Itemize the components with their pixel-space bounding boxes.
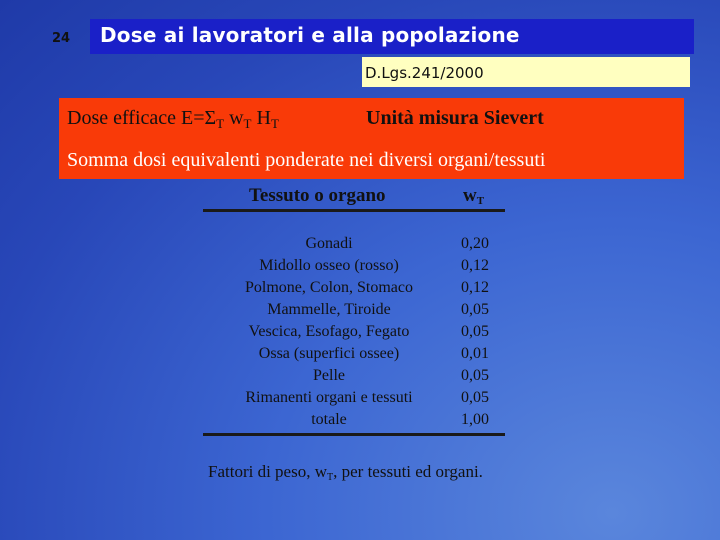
table-row (203, 387, 505, 409)
organ-cell: Midollo osseo (rosso) (259, 257, 399, 274)
effective-dose-formula (67, 107, 279, 132)
weight-cell: 1,00 (461, 411, 489, 428)
table-row (203, 233, 505, 255)
table-row (203, 299, 505, 321)
formula-prefix: Dose efficace E=Σ (67, 107, 217, 129)
table-row (203, 343, 505, 365)
organ-cell: Pelle (313, 367, 345, 384)
formula-sub-3: T (270, 116, 279, 131)
weighting-factors-table (203, 183, 505, 436)
header-organ: Tessuto o organo (249, 185, 386, 206)
weight-cell: 0,01 (461, 345, 489, 362)
organ-cell: Rimanenti organi e tessuti (245, 389, 413, 406)
table-row (203, 321, 505, 343)
caption-sub: T (327, 472, 334, 483)
organ-cell: totale (311, 411, 347, 428)
definition-summary: Somma dosi equivalenti ponderate nei diversi organi/tessuti (67, 149, 546, 171)
weight-cell: 0,05 (461, 389, 489, 406)
weight-cell: 0,05 (461, 323, 489, 340)
organ-cell: Polmone, Colon, Stomaco (245, 279, 413, 296)
header-weight-sub: T (476, 195, 485, 207)
slide-title: Dose ai lavoratori e alla popolazione (90, 19, 694, 54)
table-header (203, 183, 505, 212)
formula-sub-1: T (216, 116, 225, 131)
organ-cell: Gonadi (305, 235, 353, 252)
formula-h: H (251, 107, 271, 129)
header-weight-main: w (463, 185, 477, 206)
weight-cell: 0,05 (461, 367, 489, 384)
weight-cell: 0,12 (461, 279, 489, 296)
table-row (203, 365, 505, 387)
caption-part-1: Fattori di peso, w (208, 462, 327, 481)
header-weight (463, 185, 484, 207)
table-caption (208, 462, 483, 483)
unit-label: Unità misura Sievert (366, 107, 544, 129)
organ-cell: Mammelle, Tiroide (267, 301, 391, 318)
table-body (203, 233, 505, 431)
organ-cell: Vescica, Esofago, Fegato (248, 323, 410, 340)
table-row (203, 255, 505, 277)
law-reference: D.Lgs.241/2000 (362, 57, 690, 87)
weight-cell: 0,05 (461, 301, 489, 318)
table-row (203, 277, 505, 299)
weight-cell: 0,12 (461, 257, 489, 274)
table-bottom-rule (203, 433, 505, 436)
formula-sub-2: T (243, 116, 252, 131)
organ-cell: Ossa (superfici ossee) (258, 345, 400, 362)
definition-box (59, 98, 684, 179)
table-row-total (203, 409, 505, 431)
weight-cell: 0,20 (461, 235, 489, 252)
caption-part-2: , per tessuti ed organi. (333, 462, 483, 481)
slide-number: 24 (52, 31, 71, 46)
formula-w: w (224, 107, 244, 129)
